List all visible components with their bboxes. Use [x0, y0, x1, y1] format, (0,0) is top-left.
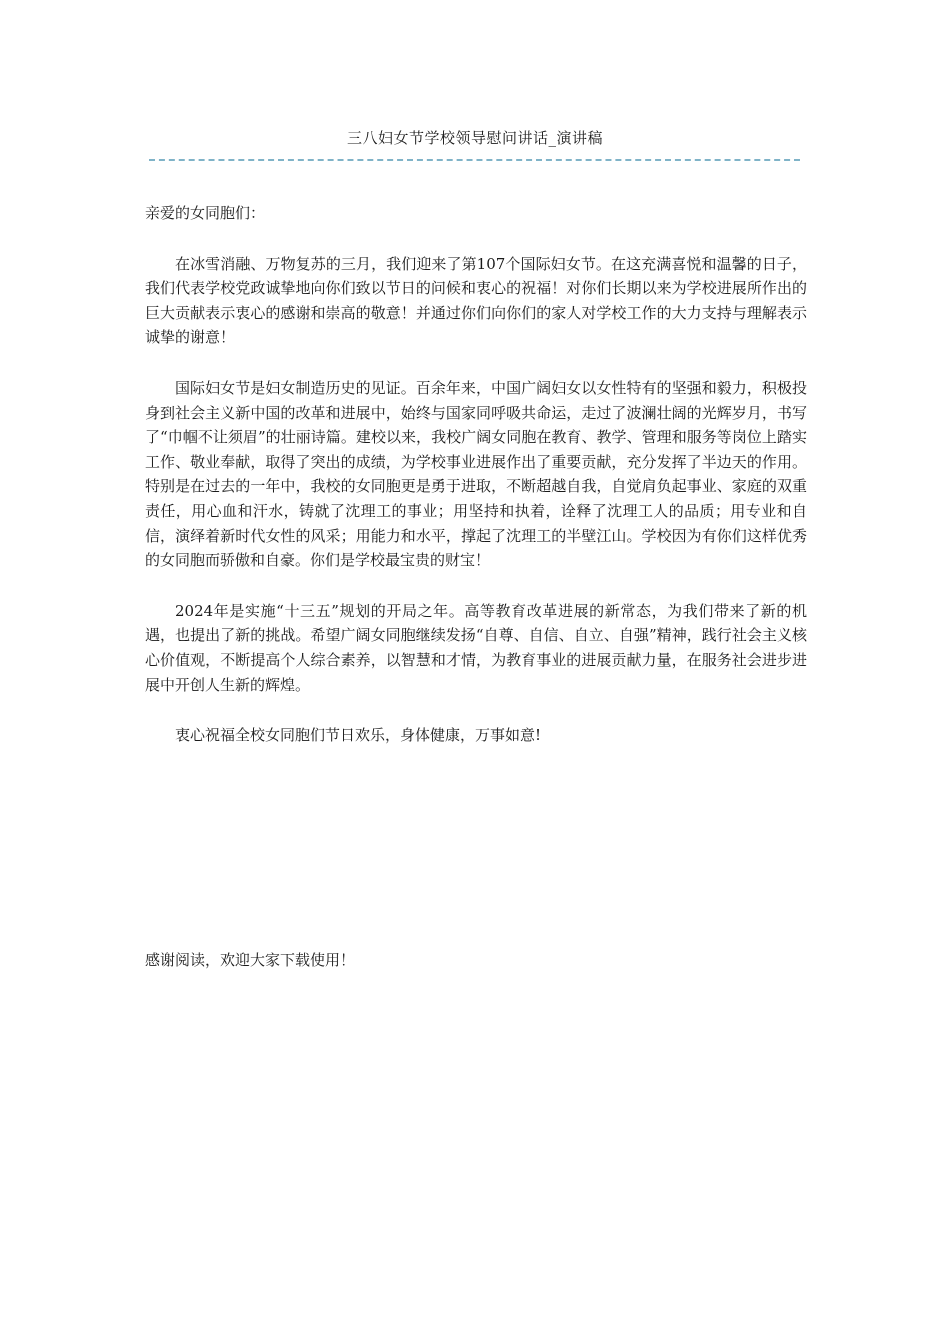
title-divider	[149, 159, 800, 161]
paragraph-gap	[145, 350, 807, 376]
document-body	[145, 201, 807, 748]
paragraph-gap	[145, 226, 807, 252]
paragraph-3: 2024年是实施“十三五”规划的开局之年。高等教育改革进展的新常态，为我们带来了新的机遇，也提出了新的挑战。希望广阔女同胞继续发扬“自尊、自信、自立、自强”精神，践行社会主义核心价值观，不断提高个人综合素养，以智慧和才情，为教育事业的进展贡献力量，在服务社会进步进展中开创人生新的辉煌。	[145, 601, 807, 694]
salutation: 亲爱的女同胞们：	[145, 204, 266, 222]
paragraph-gap	[145, 697, 807, 723]
paragraph-gap	[145, 573, 807, 599]
paragraph-4: 衷心祝福全校女同胞们节日欢乐，身体健康，万事如意!	[175, 726, 542, 745]
paragraph-1: 在冰雪消融、万物复苏的三月，我们迎来了第107个国际妇女节。在这充满喜悦和温馨的日子，我们代表学校党政诚挚地向你们致以节日的问候和衷心的祝福！对你们长期以来为学校进展所作出的巨大贡献表示衷心的感谢和崇高的敬意！并通过你们向你们的家人对学校工作的大力支持与理解表示诚挚的谢意！	[145, 254, 807, 347]
closing-note: 感谢阅读，欢迎大家下载使用！	[145, 951, 356, 969]
document-title: 三八妇女节学校领导慰问讲话_演讲稿	[346, 129, 603, 147]
paragraph-2: 国际妇女节是妇女制造历史的见证。百余年来，中国广阔妇女以女性特有的坚强和毅力，积极投身到社会主义新中国的改革和进展中，始终与国家同呼吸共命运，走过了波澜壮阔的光辉岁月，书写了“巾帼不让须眉”的壮丽诗篇。建校以来，我校广阔女同胞在教育、教学、管理和服务等岗位上踏实工作、敬业奉献，取得了突出的成绩，为学校事业进展作出了重要贡献，充分发挥了半边天的作用。特别是在过去的一年中，我校的女同胞更是勇于进取，不断超越自我，自觉肩负起事业、家庭的双重责任，用心血和汗水，铸就了沈理工的事业；用坚持和执着，诠释了沈理工人的品质；用专业和自信，演绎着新时代女性的风采；用能力和水平，撑起了沈理工的半壁江山。学校因为有你们这样优秀的女同胞而骄傲和自豪。你们是学校最宝贵的财宝！	[145, 378, 807, 570]
